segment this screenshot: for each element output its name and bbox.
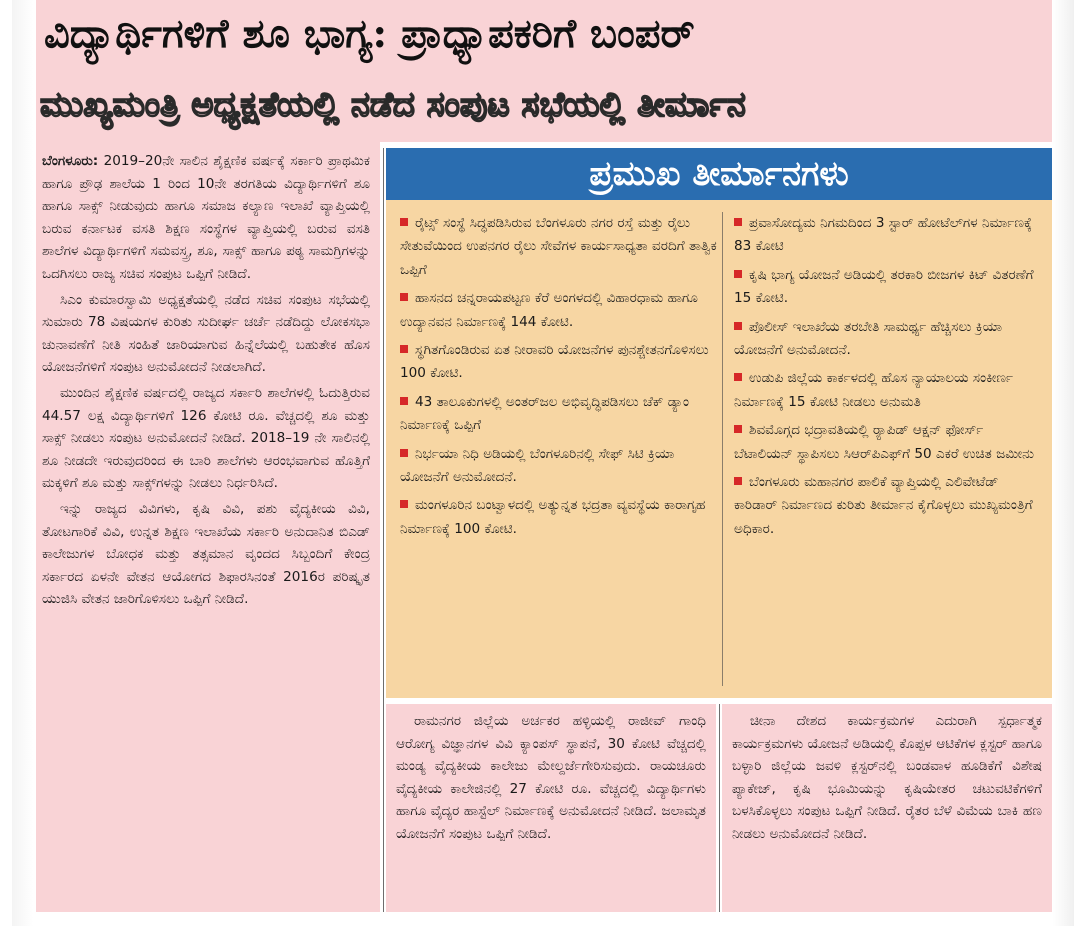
- key-decisions-right: [734, 212, 1040, 546]
- key-decisions-box: [386, 200, 1052, 698]
- headline: ವಿದ್ಯಾರ್ಥಿಗಳಿಗೆ ಶೂ ಭಾಗ್ಯ: ಪ್ರಾಧ್ಯಾಪಕರಿಗೆ ಬಂಪರ್: [36, 0, 1052, 68]
- subheadline: ಮುಖ್ಯಮಂತ್ರಿ ಅಧ್ಯಕ್ಷತೆಯಲ್ಲಿ ನಡೆದ ಸಂಪುಟ ಸಭೆಯಲ್ಲಿ ತೀರ್ಮಾನ: [36, 68, 1052, 142]
- bottom-middle-paragraph: ರಾಮನಗರ ಜಿಲ್ಲೆಯ ಅರ್ಚಕರ ಹಳ್ಳಿಯಲ್ಲಿ ರಾಜೀವ್ ಗಾಂಧಿ ಆರೋಗ್ಯ ವಿಜ್ಞಾನಗಳ ವಿವಿ ಕ್ಯಾಂಪಸ್ ಸ್ಥಾಪನೆ, 30 ಕೋಟಿ ವೆಚ್ಚದಲ್ಲಿ ಮಂಡ್ಯ ವೈದ್ಯಕೀಯ ಕಾಲೇಜು ಮೇಲ್ದರ್ಜೆಗೇರಿಸುವುದು. ರಾಯಚೂರು ವೈದ್ಯಕೀಯ ಕಾಲೇಜಿನಲ್ಲಿ 27 ಕೋಟಿ ರೂ. ವೆಚ್ಚದಲ್ಲಿ ವಿದ್ಯಾರ್ಥಿಗಳು ಹಾಗೂ ವೈದ್ಯರ ಹಾಸ್ಟೆಲ್ ನಿರ್ಮಾಣಕ್ಕೆ ಅನುಮೋದನೆ ನೀಡಿದೆ. ಜಲಾಮೃತ ಯೋಜನೆಗೆ ಸಂಪುಟ ಒಪ್ಪಿಗೆ ನೀಡಿದೆ.: [396, 713, 706, 842]
- bottom-right-column: [722, 704, 1052, 912]
- bullet-square-icon: [734, 218, 742, 226]
- decision-item: ಕೃಷಿ ಭಾಗ್ಯ ಯೋಜನೆ ಅಡಿಯಲ್ಲಿ ತರಕಾರಿ ಬೀಜಗಳ ಕಿಟ್ ವಿತರಣೆಗೆ 15 ಕೋಟಿ.: [734, 266, 1034, 307]
- bullet-square-icon: [400, 500, 408, 508]
- paragraph-1-text: 2019–20ನೇ ಸಾಲಿನ ಶೈಕ್ಷಣಿಕ ವರ್ಷಕ್ಕೆ ಸರ್ಕಾರಿ ಪ್ರಾಥಮಿಕ ಹಾಗೂ ಪ್ರೌಢ ಶಾಲೆಯ 1 ರಿಂದ 10ನೇ ತರಗತಿಯ ವಿದ್ಯಾರ್ಥಿಗಳಿಗೆ ಶೂ ಹಾಗೂ ಸಾಕ್ಸ್ ನೀಡುವುದು ಹಾಗೂ ಸಮಾಜ ಕಲ್ಯಾಣ ಇಲಾಖೆ ವ್ಯಾಪ್ತಿಯಲ್ಲಿ ಬರುವ ಕರ್ನಾಟಕ ವಸತಿ ಶಿಕ್ಷಣ ಸಂಸ್ಥೆಗಳ ವ್ಯಾಪ್ತಿಯಲ್ಲಿ ಬರುವ ವಸತಿ ಶಾಲೆಗಳ ವಿದ್ಯಾರ್ಥಿಗಳಿಗೆ ಸಮವಸ್ತ್ರ, ಶೂ, ಸಾಕ್ಸ್ ಹಾಗೂ ಪಠ್ಯ ಸಾಮಗ್ರಿಗಳನ್ನು ಒದಗಿಸಲು ರಾಜ್ಯ ಸಚಿವ ಸಂಪುಟ ಒಪ್ಪಿಗೆ ನೀಡಿದೆ.: [42, 153, 370, 282]
- bottom-middle-column: [386, 704, 716, 912]
- key-decisions-left: [400, 212, 718, 546]
- bottom-right-paragraph: ಚೀನಾ ದೇಶದ ಕಾರ್ಯಕ್ರಮಗಳ ಎದುರಾಗಿ ಸ್ಪರ್ಧಾತ್ಮಕ ಕಾರ್ಯಕ್ರಮಗಳು ಯೋಜನೆ ಅಡಿಯಲ್ಲಿ ಕೊಪ್ಪಳ ಆಟಿಕೆಗಳ ಕ್ಲಸ್ಟರ್ ಹಾಗೂ ಬಳ್ಳಾರಿ ಜಿಲ್ಲೆಯ ಜವಳಿ ಕ್ಲಸ್ಟರ್‌ನಲ್ಲಿ ಬಂಡವಾಳ ಹೂಡಿಕೆಗೆ ವಿಶೇಷ ಪ್ಯಾಕೇಜ್, ಕೃಷಿ ಭೂಮಿಯನ್ನು ಕೃಷಿಯೇತರ ಚಟುವಟಿಕೆಗಳಿಗೆ ಬಳಸಿಕೊಳ್ಳಲು ಸಂಪುಟ ಒಪ್ಪಿಗೆ ನೀಡಿದೆ. ರೈತರ ಬೆಳೆ ವಿಮೆಯ ಬಾಕಿ ಹಣ ನೀಡಲು ಅನುಮೋದನೆ ನೀಡಿದೆ.: [732, 713, 1042, 842]
- bullet-square-icon: [734, 322, 742, 330]
- bullet-square-icon: [734, 477, 742, 485]
- decision-item: ಸ್ಥಗಿತಗೊಂಡಿರುವ ಏತ ನೀರಾವರಿ ಯೋಜನೆಗಳ ಪುನಶ್ಚೇತನಗೊಳಿಸಲು 100 ಕೋಟಿ.: [400, 342, 709, 382]
- bullet-square-icon: [400, 218, 408, 226]
- bullet-square-icon: [400, 449, 408, 457]
- bullet-square-icon: [734, 425, 742, 433]
- decision-item: ರೈಟ್ಸ್ ಸಂಸ್ಥೆ ಸಿದ್ಧಪಡಿಸಿರುವ ಬೆಂಗಳೂರು ನಗರ ರಸ್ತೆ ಮತ್ತು ರೈಲು ಸೇತುವೆಯಿಂದ ಉಪನಗರ ರೈಲು ಸೇವೆಗಳ ಕಾರ್ಯಸಾಧ್ಯತಾ ವರದಿಗೆ ತಾತ್ವಿಕ ಒಪ್ಪಿಗೆ: [400, 215, 717, 278]
- key-decisions-title: ಪ್ರಮುಖ ತೀರ್ಮಾನಗಳು: [386, 148, 1052, 200]
- bullet-square-icon: [400, 293, 408, 301]
- bullet-square-icon: [400, 397, 408, 405]
- decision-item: ಪೊಲೀಸ್ ಇಲಾಖೆಯ ತರಬೇತಿ ಸಾಮರ್ಥ್ಯ ಹೆಚ್ಚಿಸಲು ಕ್ರಿಯಾ ಯೋಜನೆಗೆ ಅನುಮೋದನೆ.: [734, 318, 1003, 359]
- bullet-square-icon: [734, 270, 742, 278]
- left-column: [36, 142, 380, 912]
- column-divider: [719, 704, 720, 912]
- decision-item: ಉಡುಪಿ ಜಿಲ್ಲೆಯ ಕಾರ್ಕಳದಲ್ಲಿ ಹೊಸ ನ್ಯಾಯಾಲಯ ಸಂಕೀರ್ಣ ನಿರ್ಮಾಣಕ್ಕೆ 15 ಕೋಟಿ ನೀಡಲು ಅನುಮತಿ: [734, 370, 1014, 410]
- paragraph-4: ಇನ್ನು ರಾಜ್ಯದ ವಿವಿಗಳು, ಕೃಷಿ ವಿವಿ, ಪಶು ವೈದ್ಯಕೀಯ ವಿವಿ, ತೋಟಗಾರಿಕೆ ವಿವಿ, ಉನ್ನತ ಶಿಕ್ಷಣ ಇಲಾಖೆಯ ಸರ್ಕಾರಿ ಅನುದಾನಿತ ಬಿಎಡ್ ಕಾಲೇಜುಗಳ ಬೋಧಕ ಮತ್ತು ತತ್ಸಮಾನ ವೃಂದದ ಸಿಬ್ಬಂದಿಗೆ ಕೇಂದ್ರ ಸರ್ಕಾರದ ಏಳನೇ ವೇತನ ಆಯೋಗದ ಶಿಫಾರಸಿನಂತೆ 2016ರ ಪರಿಷ್ಕೃತ ಯುಜಿಸಿ ವೇತನ ಜಾರಿಗೊಳಿಸಲು ಒಪ್ಪಿಗೆ ನೀಡಿದೆ.: [42, 500, 370, 608]
- decision-item: ಬೆಂಗಳೂರು ಮಹಾನಗರ ಪಾಲಿಕೆ ವ್ಯಾಪ್ತಿಯಲ್ಲಿ ಎಲಿವೇಟೆಡ್ ಕಾರಿಡಾರ್ ನಿರ್ಮಾಣದ ಕುರಿತು ತೀರ್ಮಾನ ಕೈಗೊಳ್ಳಲು ಮುಖ್ಯಮಂತ್ರಿಗೆ ಅಧಿಕಾರ.: [734, 474, 1033, 537]
- dateline: ಬೆಂಗಳೂರು:: [42, 153, 99, 169]
- decision-item: ಹಾಸನದ ಚನ್ನರಾಯಪಟ್ಟಣ ಕೆರೆ ಅಂಗಳದಲ್ಲಿ ವಿಹಾರಧಾಮ ಹಾಗೂ ಉದ್ಯಾನವನ ನಿರ್ಮಾಣಕ್ಕೆ 144 ಕೋಟಿ.: [400, 290, 698, 330]
- decision-item: ಮಂಗಳೂರಿನ ಬಂಟ್ವಾಳದಲ್ಲಿ ಅತ್ಯುನ್ನತ ಭದ್ರತಾ ವ್ಯವಸ್ಥೆಯ ಕಾರಾಗೃಹ ನಿರ್ಮಾಣಕ್ಕೆ 100 ಕೋಟಿ.: [400, 497, 706, 537]
- paragraph-3: ಮುಂದಿನ ಶೈಕ್ಷಣಿಕ ವರ್ಷದಲ್ಲಿ ರಾಜ್ಯದ ಸರ್ಕಾರಿ ಶಾಲೆಗಳಲ್ಲಿ ಓದುತ್ತಿರುವ 44.57 ಲಕ್ಷ ವಿದ್ಯಾರ್ಥಿಗಳಿಗೆ 126 ಕೋಟಿ ರೂ. ವೆಚ್ಚದಲ್ಲಿ ಶೂ ಮತ್ತು ಸಾಕ್ಸ್ ನೀಡಲು ಸಂಪುಟ ಅನುಮೋದನೆ ನೀಡಿದೆ. 2018–19 ನೇ ಸಾಲಿನಲ್ಲಿ ಶೂ ನೀಡದೇ ಇರುವುದರಿಂದ ಈ ಬಾರಿ ಶಾಲೆಗಳು ಆರಂಭವಾಗುವ ಹೊತ್ತಿಗೆ ಮಕ್ಕಳಿಗೆ ಶೂ ಮತ್ತು ಸಾಕ್ಸ್‌ಗಳನ್ನು ನೀಡಲು ನಿರ್ಧರಿಸಿದೆ.: [42, 384, 370, 492]
- paragraph-2: ಸಿಎಂ ಕುಮಾರಸ್ವಾಮಿ ಅಧ್ಯಕ್ಷತೆಯಲ್ಲಿ ನಡೆದ ಸಚಿವ ಸಂಪುಟ ಸಭೆಯಲ್ಲಿ ಸುಮಾರು 78 ವಿಷಯಗಳ ಕುರಿತು ಸುದೀರ್ಘ ಚರ್ಚೆ ನಡೆದಿದ್ದು ಲೋಕಸಭಾ ಚುನಾವಣೆಗೆ ನೀತಿ ಸಂಹಿತೆ ಜಾರಿಯಾಗುವ ಹಿನ್ನೆಲೆಯಲ್ಲಿ ಬಹುತೇಕ ಹೊಸ ಯೋಜನೆಗಳಿಗೆ ಸಂಪುಟ ಅನುಮೋದನೆ ನೀಡಲಾಗಿದೆ.: [42, 291, 370, 376]
- box-column-divider: [722, 212, 723, 686]
- bullet-square-icon: [734, 373, 742, 381]
- decision-item: ಪ್ರವಾಸೋದ್ಯಮ ನಿಗಮದಿಂದ 3 ಸ್ಟಾರ್ ಹೋಟೆಲ್‌ಗಳ ನಿರ್ಮಾಣಕ್ಕೆ 83 ಕೋಟಿ: [734, 215, 1032, 255]
- decision-item: 43 ತಾಲೂಕುಗಳಲ್ಲಿ ಅಂತರ್‌ಜಲ ಅಭಿವೃದ್ಧಿಪಡಿಸಲು ಚೆಕ್ ಡ್ಯಾಂ ನಿರ್ಮಾಣಕ್ಕೆ ಒಪ್ಪಿಗೆ: [400, 393, 690, 434]
- decision-item: ನಿರ್ಭಯಾ ನಿಧಿ ಅಡಿಯಲ್ಲಿ ಬೆಂಗಳೂರಿನಲ್ಲಿ ಸೇಫ್ ಸಿಟಿ ಕ್ರಿಯಾ ಯೋಜನೆಗೆ ಅನುಮೋದನೆ.: [400, 445, 675, 486]
- paragraph-1: [42, 150, 370, 286]
- column-divider: [383, 148, 384, 912]
- decision-item: ಶಿವಮೊಗ್ಗದ ಭದ್ರಾವತಿಯಲ್ಲಿ ರ‍್ಯಾಪಿಡ್ ಆಕ್ಷನ್ ಫೋರ್ಸ್ ಬೆಟಾಲಿಯನ್ ಸ್ಥಾಪಿಸಲು ಸಿಆರ್‌ಪಿಎಫ್‌ಗೆ 50 ಎಕರೆ ಉಚಿತ ಜಮೀನು: [734, 422, 1035, 462]
- bullet-square-icon: [400, 345, 408, 353]
